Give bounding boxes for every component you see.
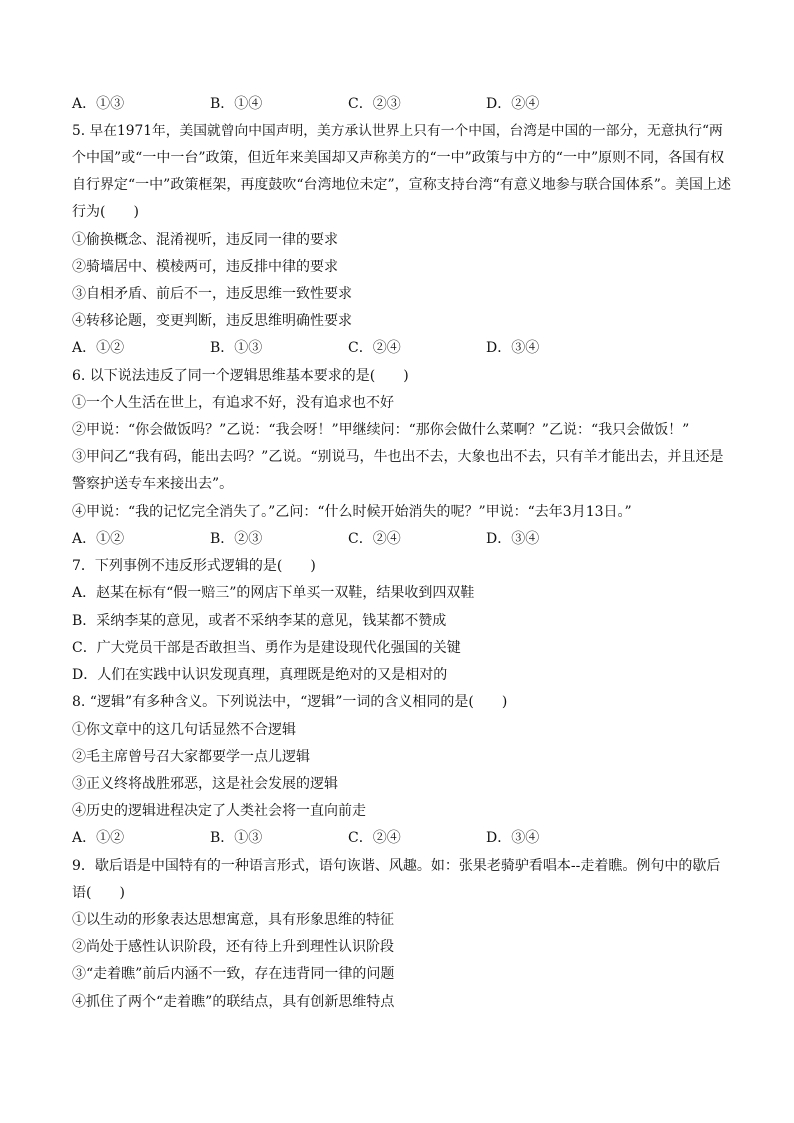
q6-item: ④甲说：“我的记忆完全消失了。”乙问：“什么时候开始消失的呢？”甲说：“去年3月13日。” [72, 504, 632, 520]
q6-item: ③甲问乙“我有码，能出去吗？”乙说。“别说马，牛也出不去，大象也出不去，只有羊才能出去，并且还是 [72, 449, 724, 465]
q7-option: B．采纳李某的意见，或者不采纳李某的意见，钱某都不赞成 [72, 613, 447, 629]
q9-stem-line: 9．歇后语是中国特有的一种语言形式，语句诙谐、风趣。如：张果老骑驴看唱本--走着瞧。例句中的歇后 [72, 858, 721, 874]
q8-options [72, 829, 732, 847]
q9-item: ③“走着瞧”前后内涵不一致，存在违背同一律的问题 [72, 966, 395, 982]
q8-item: ④历史的逻辑进程决定了人类社会将一直向前走 [72, 803, 366, 819]
option-a: A．①② [72, 531, 125, 547]
option-d: D．②④ [486, 96, 540, 112]
q6-item: 警察护送专车来接出去”。 [72, 476, 234, 492]
option-d: D．③④ [486, 830, 540, 846]
q6-item: ①一个人生活在世上，有追求不好，没有追求也不好 [72, 395, 394, 411]
option-c: C．②④ [348, 531, 401, 547]
q5-stem-line: 行为( ) [72, 204, 139, 220]
q5-item: ③自相矛盾、前后不一，违反思维一致性要求 [72, 286, 352, 302]
option-c: C．②④ [348, 340, 401, 356]
q6-item: ②甲说：“你会做饭吗？”乙说：“我会呀！”甲继续问：“那你会做什么菜啊？”乙说：“我只会做饭！” [72, 422, 690, 438]
q5-options [72, 339, 732, 357]
q5-stem-line: 5. 早在1971年，美国就曾向中国声明，美方承认世界上只有一个中国，台湾是中国的一部分，无意执行“两 [72, 123, 723, 139]
q5-stem-line: 个中国”或“一中一台”政策，但近年来美国却又声称美方的“一中”政策与中方的“一中”原则不同，各国有权 [72, 150, 725, 166]
option-a: A．①③ [72, 96, 125, 112]
option-c: C．②③ [348, 96, 401, 112]
q7-option: D．人们在实践中认识发现真理，真理既是绝对的又是相对的 [72, 667, 448, 683]
option-a: A．①② [72, 340, 125, 356]
option-b: B．①③ [210, 830, 263, 846]
q9-item: ④抓住了两个“走着瞧”的联结点，具有创新思维特点 [72, 994, 395, 1010]
q9-item: ①以生动的形象表达思想寓意，具有形象思维的特征 [72, 912, 394, 928]
q9-stem-line: 语( ) [72, 885, 125, 901]
q9-item: ②尚处于感性认识阶段，还有待上升到理性认识阶段 [72, 939, 394, 955]
q7-stem-line: 7．下列事例不违反形式逻辑的是( ) [72, 558, 316, 574]
q5-stem-line: 自行界定“一中”政策框架，再度鼓吹“台湾地位未定”，宣称支持台湾“有意义地参与联合国体系”。美国上述 [72, 177, 731, 193]
option-b: B．①③ [210, 340, 263, 356]
q5-item: ②骑墙居中、模棱两可，违反排中律的要求 [72, 259, 338, 275]
q5-item: ④转移论题，变更判断，违反思维明确性要求 [72, 313, 352, 329]
q4-options [72, 95, 732, 113]
q8-item: ②毛主席曾号召大家都要学一点儿逻辑 [72, 749, 310, 765]
q6-stem-line: 6. 以下说法违反了同一个逻辑思维基本要求的是( ) [72, 368, 409, 384]
q7-option: A．赵某在标有“假一赔三”的网店下单买一双鞋，结果收到四双鞋 [72, 585, 475, 601]
option-c: C．②④ [348, 830, 401, 846]
option-d: D．③④ [486, 340, 540, 356]
option-a: A．①② [72, 830, 125, 846]
option-b: B．②③ [210, 531, 263, 547]
q7-option: C．广大党员干部是否敢担当、勇作为是建设现代化强国的关键 [72, 640, 461, 656]
option-d: D．③④ [486, 531, 540, 547]
q8-item: ③正义终将战胜邪恶，这是社会发展的逻辑 [72, 776, 338, 792]
q8-item: ①你文章中的这几句话显然不合逻辑 [72, 722, 296, 738]
q6-options [72, 530, 732, 548]
q5-item: ①偷换概念、混淆视听，违反同一律的要求 [72, 232, 338, 248]
q8-stem-line: 8. “逻辑”有多种含义。下列说法中，“逻辑”一词的含义相同的是( ) [72, 694, 508, 710]
option-b: B．①④ [210, 96, 263, 112]
